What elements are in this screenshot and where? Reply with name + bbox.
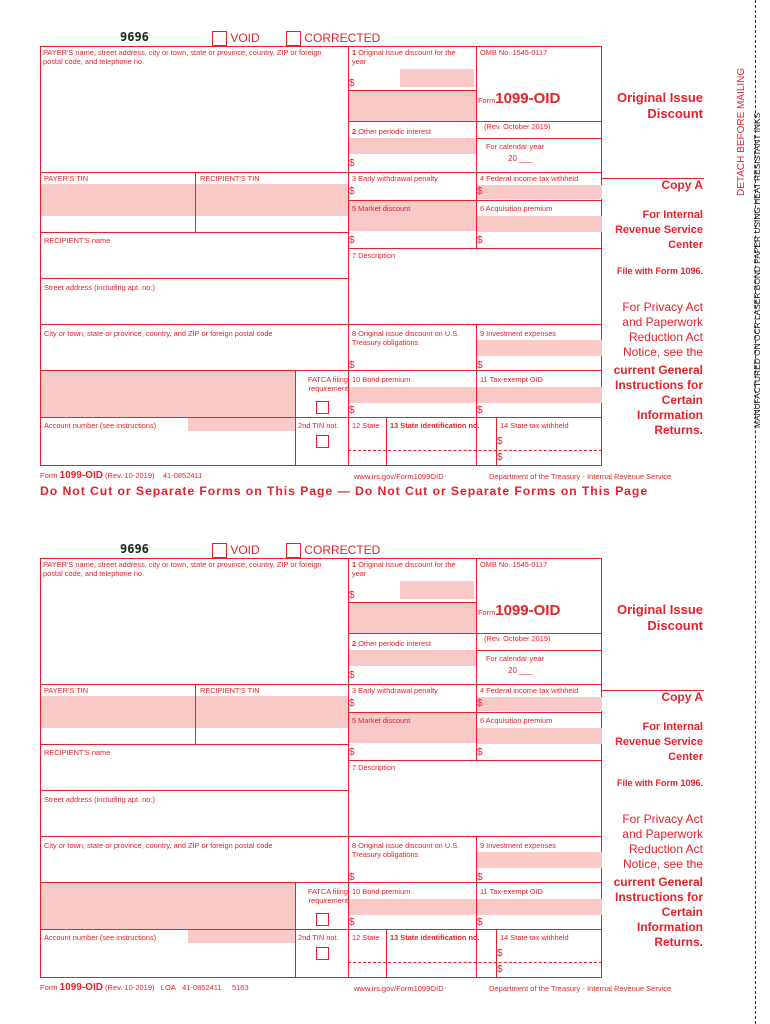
second-tin-label: 2nd TIN not. (298, 421, 339, 430)
box2-field[interactable] (349, 138, 476, 154)
box1-amount-field[interactable] (349, 603, 476, 633)
box4-label: 4 Federal income tax withheld (480, 686, 579, 695)
dollar-sign: $ (477, 698, 483, 709)
dollar-sign: $ (349, 872, 355, 883)
void-box[interactable] (212, 543, 227, 558)
street-label: Street address (including apt. no.) (44, 283, 155, 292)
box7-label: 7 Description (352, 251, 396, 260)
no-cut-notice: Do Not Cut or Separate Forms on This Page — Do Not Cut or Separate Forms on This Page (40, 484, 649, 498)
copy-a: Copy A (661, 690, 703, 704)
dollar-sign: $ (497, 452, 503, 463)
box9-label: 9 Investment expenses (480, 841, 557, 850)
box9-field[interactable] (477, 340, 602, 356)
footer-form: Form 1099-OID (Rev. 10-2019) 41-0852411 (40, 470, 203, 481)
void-label: VOID (230, 543, 260, 557)
box1-amount-field[interactable] (349, 91, 476, 121)
box13-label: 13 State identification no. (390, 421, 480, 430)
void-label: VOID (230, 31, 260, 45)
for-irs: For Internal Revenue Service Center (614, 721, 703, 763)
box6-field[interactable] (477, 728, 602, 744)
calendar-year: 20 ___ (508, 154, 533, 163)
payer-tin-field[interactable] (41, 184, 195, 216)
box10-label: 10 Bond premium (352, 375, 411, 384)
recipient-tin-field[interactable] (196, 696, 348, 728)
form-title: Original Issue Discount (617, 602, 703, 633)
box6-label: 6 Acquisition premium (480, 716, 553, 725)
control-number: 9696 (120, 30, 149, 44)
corrected-box[interactable] (286, 31, 301, 46)
box4-label: 4 Federal income tax withheld (480, 174, 579, 183)
box8-label: 8 Original issue discount on U.S. Treasury obligations (352, 329, 460, 347)
form-name: Form1099-OID (478, 602, 561, 619)
box9-field[interactable] (477, 852, 602, 868)
dollar-sign: $ (349, 360, 355, 371)
dollar-sign: $ (497, 436, 503, 447)
file-with-note: File with Form 1096. (616, 778, 703, 788)
account-field[interactable] (188, 418, 295, 431)
dollar-sign: $ (477, 747, 483, 758)
recipient-name-label: RECIPIENT'S name (44, 748, 111, 757)
control-number: 9696 (120, 542, 149, 556)
box4-field[interactable] (477, 185, 602, 199)
form-title: Original Issue Discount (617, 90, 703, 121)
account-field[interactable] (188, 930, 295, 943)
calendar-year: 20 ___ (508, 666, 533, 675)
dollar-sign: $ (349, 235, 355, 246)
dollar-sign: $ (349, 670, 355, 681)
dollar-sign: $ (497, 964, 503, 975)
for-irs: For Internal Revenue Service Center (614, 209, 703, 251)
blank-shaded-field[interactable] (41, 883, 295, 929)
box2-label: 2 Other periodic interest (352, 639, 431, 648)
box11-field[interactable] (477, 899, 602, 915)
dollar-sign: $ (477, 235, 483, 246)
recipient-tin-field[interactable] (196, 184, 348, 216)
form-1099-oid-top (40, 30, 704, 498)
dollar-sign: $ (349, 747, 355, 758)
payer-tin-label: PAYER'S TIN (44, 174, 89, 183)
rev-date: (Rev. October 2019) (484, 122, 551, 131)
second-tin-checkbox[interactable] (316, 947, 329, 960)
dollar-sign: $ (497, 948, 503, 959)
box1-label: 1 Original issue discount for the year (352, 560, 456, 578)
form-1099-oid-bottom (40, 542, 704, 993)
corrected-checkbox[interactable] (286, 543, 380, 558)
box14-label: 14 State tax withheld (500, 933, 569, 942)
box8-label: 8 Original issue discount on U.S. Treasury obligations (352, 841, 460, 859)
void-checkbox[interactable] (212, 31, 260, 46)
box3-label: 3 Early withdrawal penalty (352, 686, 438, 695)
box1-label: 1 Original issue discount for the year (352, 48, 456, 66)
box5-label: 5 Market discount (352, 716, 411, 725)
account-label: Account number (see instructions) (44, 933, 157, 942)
manufactured-note: MANUFACTURED ON OCR LASER BOND PAPER USING HEAT RESISTANT INKS (752, 112, 762, 428)
recipient-tin-label: RECIPIENT'S TIN (200, 686, 260, 695)
dollar-sign: $ (349, 917, 355, 928)
payer-info-label: PAYER'S name, street address, city or town, state or province, country, ZIP or foreign postal code, and telephone no. (43, 48, 322, 66)
fatca-checkbox[interactable] (316, 401, 329, 414)
box11-field[interactable] (477, 387, 602, 403)
city-label: City or town, state or province, country, and ZIP or foreign postal code (44, 329, 273, 338)
dollar-sign: $ (477, 872, 483, 883)
corrected-label: CORRECTED (304, 31, 381, 45)
box1-field[interactable] (400, 581, 474, 599)
recipient-tin-label: RECIPIENT'S TIN (200, 174, 260, 183)
second-tin-checkbox[interactable] (316, 435, 329, 448)
dollar-sign: $ (349, 590, 355, 601)
box7-label: 7 Description (352, 763, 396, 772)
void-box[interactable] (212, 31, 227, 46)
box4-field[interactable] (477, 697, 602, 711)
void-checkbox[interactable] (212, 543, 260, 558)
box2-label: 2 Other periodic interest (352, 127, 431, 136)
box2-field[interactable] (349, 650, 476, 666)
fatca-label: FATCA filing requirement (307, 887, 348, 905)
detach-note: DETACH BEFORE MAILING (736, 67, 747, 196)
box10-field[interactable] (349, 387, 476, 403)
omb-number: OMB No. 1545-0117 (480, 48, 548, 57)
box10-field[interactable] (349, 899, 476, 915)
payer-tin-field[interactable] (41, 696, 195, 728)
box3-label: 3 Early withdrawal penalty (352, 174, 438, 183)
box9-label: 9 Investment expenses (480, 329, 557, 338)
second-tin-label: 2nd TIN not. (298, 933, 339, 942)
privacy-instructions: current General Instructions for Certain Information Returns. (613, 363, 703, 437)
footer-dept: Department of the Treasury - Internal Revenue Service (489, 472, 672, 481)
box1-field[interactable] (400, 69, 474, 87)
payer-info-label: PAYER'S name, street address, city or town, state or province, country, ZIP or foreign postal code, and telephone no. (43, 560, 322, 578)
street-label: Street address (including apt. no.) (44, 795, 155, 804)
payer-tin-label: PAYER'S TIN (44, 686, 89, 695)
calendar-year-label: For calendar year (486, 654, 544, 663)
corrected-label: CORRECTED (304, 543, 381, 557)
account-label: Account number (see instructions) (44, 421, 157, 430)
box11-label: 11 Tax-exempt OID (480, 375, 543, 384)
dollar-sign: $ (477, 186, 483, 197)
rev-date: (Rev. October 2019) (484, 634, 551, 643)
dollar-sign: $ (477, 405, 483, 416)
box5-label: 5 Market discount (352, 204, 411, 213)
file-with-note: File with Form 1096. (616, 266, 703, 276)
form-name: Form1099-OID (478, 90, 561, 107)
footer-form: Form 1099-OID (Rev. 10-2019) LOA 41-0852411 5163 (40, 982, 249, 993)
corrected-box[interactable] (286, 543, 301, 558)
dollar-sign: $ (477, 360, 483, 371)
footer-url[interactable]: www.irs.gov/Form1099OID (354, 472, 444, 481)
dollar-sign: $ (349, 405, 355, 416)
box12-label: 12 State (352, 421, 380, 430)
calendar-year-label: For calendar year (486, 142, 544, 151)
blank-shaded-field[interactable] (41, 371, 295, 417)
recipient-name-label: RECIPIENT'S name (44, 236, 111, 245)
box6-field[interactable] (477, 216, 602, 232)
privacy-note: For Privacy Act and Paperwork Reduction Act Notice, see the (622, 812, 703, 871)
box13-label: 13 State identification no. (390, 933, 480, 942)
box10-label: 10 Bond premium (352, 887, 411, 896)
dollar-sign: $ (349, 78, 355, 89)
dollar-sign: $ (349, 186, 355, 197)
privacy-instructions: current General Instructions for Certain Information Returns. (613, 875, 703, 949)
dollar-sign: $ (477, 917, 483, 928)
omb-number: OMB No. 1545-0117 (480, 560, 548, 569)
footer-dept: Department of the Treasury - Internal Revenue Service (489, 984, 672, 993)
box14-label: 14 State tax withheld (500, 421, 569, 430)
city-label: City or town, state or province, country, and ZIP or foreign postal code (44, 841, 273, 850)
box11-label: 11 Tax-exempt OID (480, 887, 543, 896)
footer-url[interactable]: www.irs.gov/Form1099OID (354, 984, 444, 993)
corrected-checkbox[interactable] (286, 31, 380, 46)
dollar-sign: $ (349, 158, 355, 169)
fatca-checkbox[interactable] (316, 913, 329, 926)
fatca-label: FATCA filing requirement (307, 375, 348, 393)
box6-label: 6 Acquisition premium (480, 204, 553, 213)
privacy-note: For Privacy Act and Paperwork Reduction Act Notice, see the (622, 300, 703, 359)
dollar-sign: $ (349, 698, 355, 709)
box12-label: 12 State (352, 933, 380, 942)
copy-a: Copy A (661, 178, 703, 192)
